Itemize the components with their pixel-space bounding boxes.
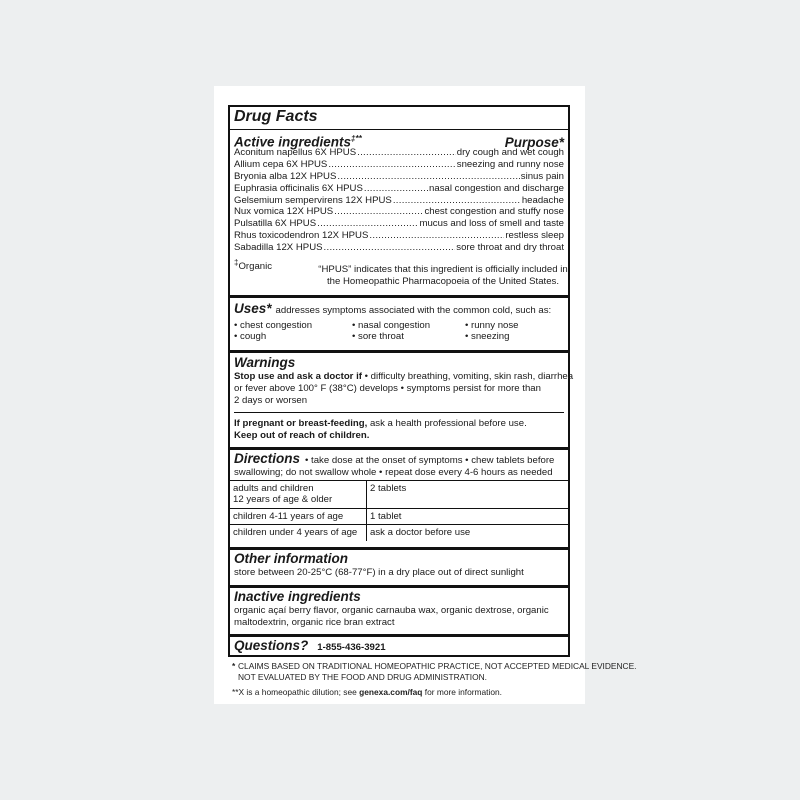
use-item-label: runny nose — [471, 319, 519, 331]
hpus-note — [312, 264, 574, 288]
leader-dots — [393, 195, 521, 207]
organic-note-text: Organic — [238, 261, 273, 273]
active-ingredients-heading: Active ingredients — [234, 134, 352, 150]
warnings-heading: Warnings — [234, 355, 296, 370]
dosage-amount-cell — [367, 525, 569, 541]
claims-footnote — [232, 661, 637, 683]
ingredient-purpose: headache — [521, 194, 564, 206]
inactive-line-1: organic açaí berry flavor, organic carnauba wax, organic dextrose, organic — [234, 605, 549, 616]
drug-facts-box — [228, 105, 574, 657]
uses-header — [234, 301, 564, 317]
leader-dots — [364, 183, 428, 195]
faq-link[interactable]: genexa.com/faq — [359, 687, 423, 697]
organic-note — [234, 257, 272, 273]
directions-line-1: • take dose at the onset of symptoms • chew tablets before — [305, 455, 555, 466]
ingredient-name: Pulsatilla 6X HPUS — [234, 218, 317, 230]
purpose-heading: Purpose* — [504, 134, 564, 150]
ingredient-name: Nux vomica 12X HPUS — [234, 206, 334, 218]
directions-heading: Directions — [234, 451, 301, 466]
directions-section — [230, 451, 568, 479]
ingredient-row — [234, 195, 564, 207]
ingredient-purpose: chest congestion and stuffy nose — [424, 206, 564, 218]
ingredient-purpose: restless sleep — [505, 230, 564, 242]
claims-text — [238, 661, 637, 683]
other-info-heading: Other information — [234, 551, 348, 566]
uses-list — [234, 320, 564, 343]
dosage-age-cell — [230, 481, 367, 509]
ingredient-purpose: mucus and loss of smell and taste — [419, 218, 564, 230]
ingredient-purpose: dry cough and wet cough — [456, 146, 564, 158]
dosage-row — [230, 525, 568, 541]
use-item — [352, 331, 465, 342]
dosage-age-line-1: children 4-11 years of age — [233, 510, 344, 522]
ingredient-name: Gelsemium sempervirens 12X HPUS — [234, 194, 392, 206]
stop-use-line-3: 2 days or worsen — [234, 394, 308, 406]
leader-dots — [328, 159, 455, 171]
leader-dots — [357, 147, 456, 159]
questions-section — [230, 638, 568, 654]
divider-thick — [230, 295, 568, 298]
dosage-row — [230, 508, 568, 524]
divider — [230, 129, 568, 130]
active-ingredients-footnote-mark: ‡** — [351, 134, 362, 143]
use-item-label: sneezing — [471, 331, 510, 343]
other-info-text: store between 20-25°C (68-77°F) in a dry place out of direct sunlight — [234, 567, 524, 578]
drug-facts-title-section — [230, 108, 568, 126]
dilution-suffix: for more information. — [424, 687, 503, 697]
other-info-section — [230, 551, 568, 579]
dosage-age-cell — [230, 508, 367, 524]
claims-line-1: CLAIMS BASED ON TRADITIONAL HOMEOPATHIC PRACTICE, NOT ACCEPTED MEDICAL EVIDENCE. — [238, 661, 637, 671]
ingredient-name: Rhus toxicodendron 12X HPUS — [234, 230, 369, 242]
questions-phone[interactable]: 1-855-436-3921 — [317, 642, 386, 653]
uses-heading: Uses* — [234, 301, 272, 316]
stop-use-line-1 — [234, 371, 574, 383]
divider-thick — [230, 447, 568, 450]
claims-mark: * — [232, 661, 236, 671]
divider-thick — [230, 634, 568, 637]
ingredient-row — [234, 218, 564, 230]
ingredient-name: Aconitum napellus 6X HPUS — [234, 146, 357, 158]
dilution-footnote — [232, 687, 582, 698]
inactive-line-2: maltodextrin, organic rice bran extract — [234, 616, 395, 628]
bullet-icon: • — [234, 319, 241, 331]
stop-use-text — [234, 371, 574, 407]
pregnancy-line — [234, 418, 564, 430]
ingredient-purpose: sneezing and runny nose — [456, 158, 564, 170]
leader-dots — [369, 230, 504, 242]
dosage-amount: ask a doctor before use — [370, 527, 471, 539]
stop-use-line-2: or fever above 100° F (38°C) develops • symptoms persist for more than — [234, 382, 541, 394]
stop-use-text-1: • difficulty breathing, vomiting, skin rash, diarrhea — [364, 371, 574, 382]
ingredient-name: Bryonia alba 12X HPUS — [234, 170, 337, 182]
dosage-table — [230, 480, 568, 541]
inactive-ingredients-heading: Inactive ingredients — [234, 589, 361, 604]
dosage-age-line-1: adults and children — [233, 483, 314, 494]
use-item-label: cough — [240, 331, 267, 343]
bullet-icon: • — [234, 331, 241, 343]
inactive-ingredients-section — [230, 589, 568, 629]
bullet-icon: • — [465, 319, 472, 331]
pregnancy-section — [230, 418, 568, 442]
use-item — [234, 331, 352, 342]
use-item-label: chest congestion — [240, 319, 313, 331]
use-item-label: nasal congestion — [358, 319, 431, 331]
directions-header — [234, 451, 564, 467]
use-item-label: sore throat — [358, 331, 404, 343]
use-item — [352, 320, 465, 331]
questions-heading: Questions? — [234, 638, 309, 653]
stop-use-bold: Stop use and ask a doctor if — [234, 371, 362, 382]
uses-intro: addresses symptoms associated with the common cold, such as: — [275, 305, 552, 316]
dosage-age-line-2: 12 years of age & older — [233, 494, 333, 506]
uses-section — [230, 301, 568, 343]
pregnancy-bold: If pregnant or breast-feeding, — [234, 418, 368, 429]
ingredient-row — [234, 171, 564, 183]
dosage-amount-cell — [367, 508, 569, 524]
ingredient-name: Euphrasia officinalis 6X HPUS — [234, 182, 363, 194]
ingredient-row — [234, 183, 564, 195]
ingredient-name: Allium cepa 6X HPUS — [234, 158, 328, 170]
dilution-prefix: **X is a homeopathic dilution; see — [232, 687, 357, 697]
ingredient-purpose: nasal congestion and discharge — [429, 182, 564, 194]
footnotes — [232, 661, 637, 698]
use-item — [465, 331, 565, 342]
leader-dots — [334, 206, 423, 218]
bullet-icon: • — [465, 331, 472, 343]
hpus-note-line-1: “HPUS” indicates that this ingredient is officially included in — [318, 264, 568, 276]
ingredient-row — [234, 206, 564, 218]
ingredient-name: Sabadilla 12X HPUS — [234, 242, 323, 254]
bullet-icon: • — [352, 331, 359, 343]
ingredient-row — [234, 147, 564, 159]
ingredient-purpose: sore throat and dry throat — [456, 242, 564, 254]
dosage-amount: 2 tablets — [370, 483, 407, 494]
dosage-table-wrap — [230, 480, 568, 541]
leader-dots — [324, 242, 456, 254]
directions-line-2: swallowing; do not swallow whole • repeat dose every 4-6 hours as needed — [234, 466, 553, 478]
keep-out-text: Keep out of reach of children. — [234, 429, 370, 441]
drug-facts-title: Drug Facts — [234, 108, 318, 125]
claims-line-2: NOT EVALUATED BY THE FOOD AND DRUG ADMINISTRATION. — [238, 672, 487, 682]
ingredient-purpose: sinus pain — [520, 170, 564, 182]
active-ingredients-header — [234, 131, 564, 150]
ingredient-row — [234, 242, 564, 254]
dosage-amount: 1 tablet — [370, 510, 402, 522]
ingredient-notes — [234, 254, 568, 300]
dosage-age-cell — [230, 525, 367, 541]
dosage-row — [230, 481, 568, 509]
divider-thick — [230, 350, 568, 353]
use-item — [234, 320, 352, 331]
dosage-age-line-1: children under 4 years of age — [233, 527, 358, 539]
leader-dots — [337, 171, 519, 183]
dosage-amount-cell — [367, 481, 569, 509]
active-ingredients-section — [230, 131, 568, 300]
use-item — [465, 320, 565, 331]
warnings-section — [230, 355, 574, 407]
divider-thick — [230, 547, 568, 550]
ingredient-row — [234, 230, 564, 242]
ingredient-row — [234, 159, 564, 171]
organic-mark: ‡ — [234, 258, 239, 268]
hpus-note-line-2: the Homeopathic Pharmacopoeia of the United States. — [327, 275, 559, 287]
pregnancy-text: ask a health professional before use. — [369, 418, 527, 429]
leader-dots — [317, 218, 418, 230]
ingredient-list — [234, 147, 564, 254]
divider — [234, 412, 564, 413]
bullet-icon: • — [352, 319, 359, 331]
divider-thick — [230, 585, 568, 588]
